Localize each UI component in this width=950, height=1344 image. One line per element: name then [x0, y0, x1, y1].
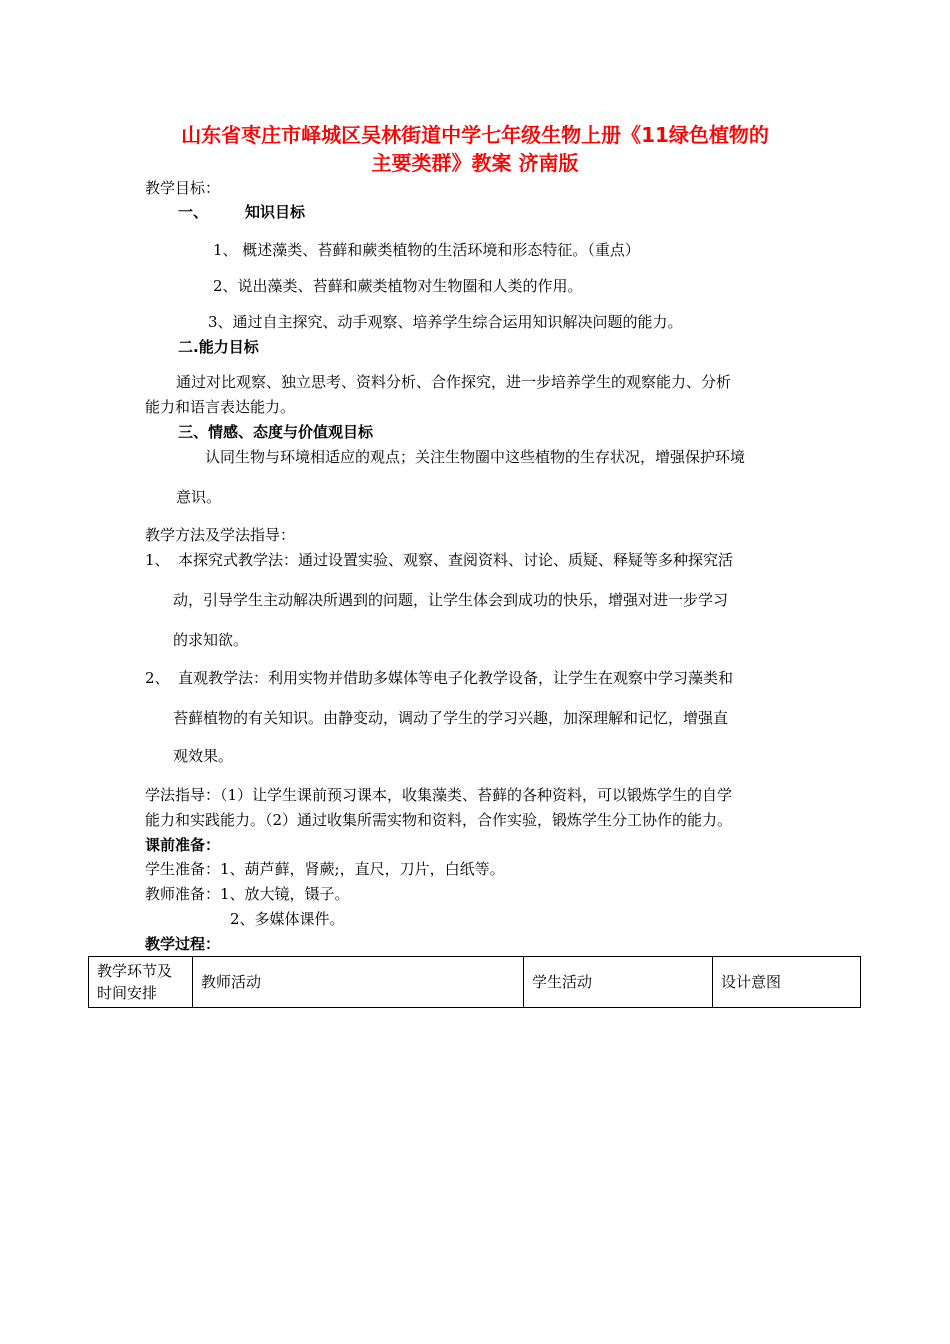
- teacher-prep: 教师准备：1、放大镜，镊子。: [145, 885, 350, 903]
- method-text: 本探究式教学法：通过设置实验、观察、查阅资料、讨论、质疑、释疑等多种探究活: [178, 551, 734, 569]
- col-student-activity: 学生活动: [532, 973, 593, 991]
- method-text: 直观教学法：利用实物并借助多媒体等电子化教学设备，让学生在观察中学习藻类和: [178, 669, 734, 687]
- method-text: 苔藓植物的有关知识。由静变动，调动了学生的学习兴趣，加深理解和记忆，增强直: [173, 709, 729, 727]
- student-prep: 学生准备：1、葫芦藓，肾蕨;，直尺，刀片，白纸等。: [145, 860, 505, 878]
- method-number: 1、: [145, 551, 170, 569]
- emotion-goals-text: 意识。: [176, 488, 222, 506]
- document-title-line2: 主要类群》教案 济南版: [371, 151, 579, 175]
- method-text: 的求知欲。: [173, 631, 249, 649]
- ability-goals-text: 能力和语言表达能力。: [145, 398, 296, 416]
- col-teacher-activity: 教师活动: [201, 973, 262, 991]
- knowledge-goals-number: 一、: [178, 203, 209, 221]
- emotion-goals-text: 认同生物与环境相适应的观点；关注生物圈中这些植物的生存状况，增强保护环境: [205, 448, 746, 466]
- table-header-cell: [713, 957, 861, 1008]
- process-heading: 教学过程：: [145, 935, 221, 953]
- methods-heading: 教学方法及学法指导：: [145, 526, 296, 544]
- table-header-cell: [89, 957, 193, 1008]
- document-title-line1: 山东省枣庄市峄城区吴林街道中学七年级生物上册《11绿色植物的: [181, 123, 769, 147]
- emotion-goals-heading: 三、情感、态度与价值观目标: [178, 423, 374, 441]
- teacher-prep: 2、多媒体课件。: [230, 910, 345, 928]
- study-guide-text: 能力和实践能力。（2）通过收集所需实物和资料，合作实验，锻炼学生分工协作的能力。: [145, 811, 733, 829]
- study-guide-text: 学法指导：（1）让学生课前预习课本，收集藻类、苔藓的各种资料，可以锻炼学生的自学: [145, 786, 733, 804]
- teaching-process-table: [88, 956, 861, 1008]
- prep-heading: 课前准备：: [145, 836, 221, 854]
- col-phase-line2: 时间安排: [97, 984, 158, 1002]
- knowledge-goal-item: 3、通过自主探究、动手观察、培养学生综合运用知识解决问题的能力。: [208, 313, 683, 331]
- method-number: 2、: [145, 669, 170, 687]
- table-header-cell: [193, 957, 524, 1008]
- method-text: 动，引导学生主动解决所遇到的问题，让学生体会到成功的快乐，增强对进一步学习: [173, 591, 729, 609]
- ability-goals-text: 通过对比观察、独立思考、资料分析、合作探究，进一步培养学生的观察能力、分析: [176, 373, 732, 391]
- ability-goals-heading: 二.能力目标: [178, 338, 259, 356]
- knowledge-goal-item: 1、 概述藻类、苔藓和蕨类植物的生活环境和形态特征。（重点）: [213, 241, 640, 259]
- col-design-intent: 设计意图: [721, 973, 782, 991]
- col-phase-line1: 教学环节及: [97, 962, 173, 980]
- knowledge-goals-heading: 知识目标: [245, 203, 306, 221]
- goals-heading: 教学目标：: [145, 179, 221, 197]
- table-header-cell: [524, 957, 713, 1008]
- table-header-row: [89, 957, 861, 1008]
- method-text: 观效果。: [173, 747, 234, 765]
- knowledge-goal-item: 2、说出藻类、苔藓和蕨类植物对生物圈和人类的作用。: [213, 277, 583, 295]
